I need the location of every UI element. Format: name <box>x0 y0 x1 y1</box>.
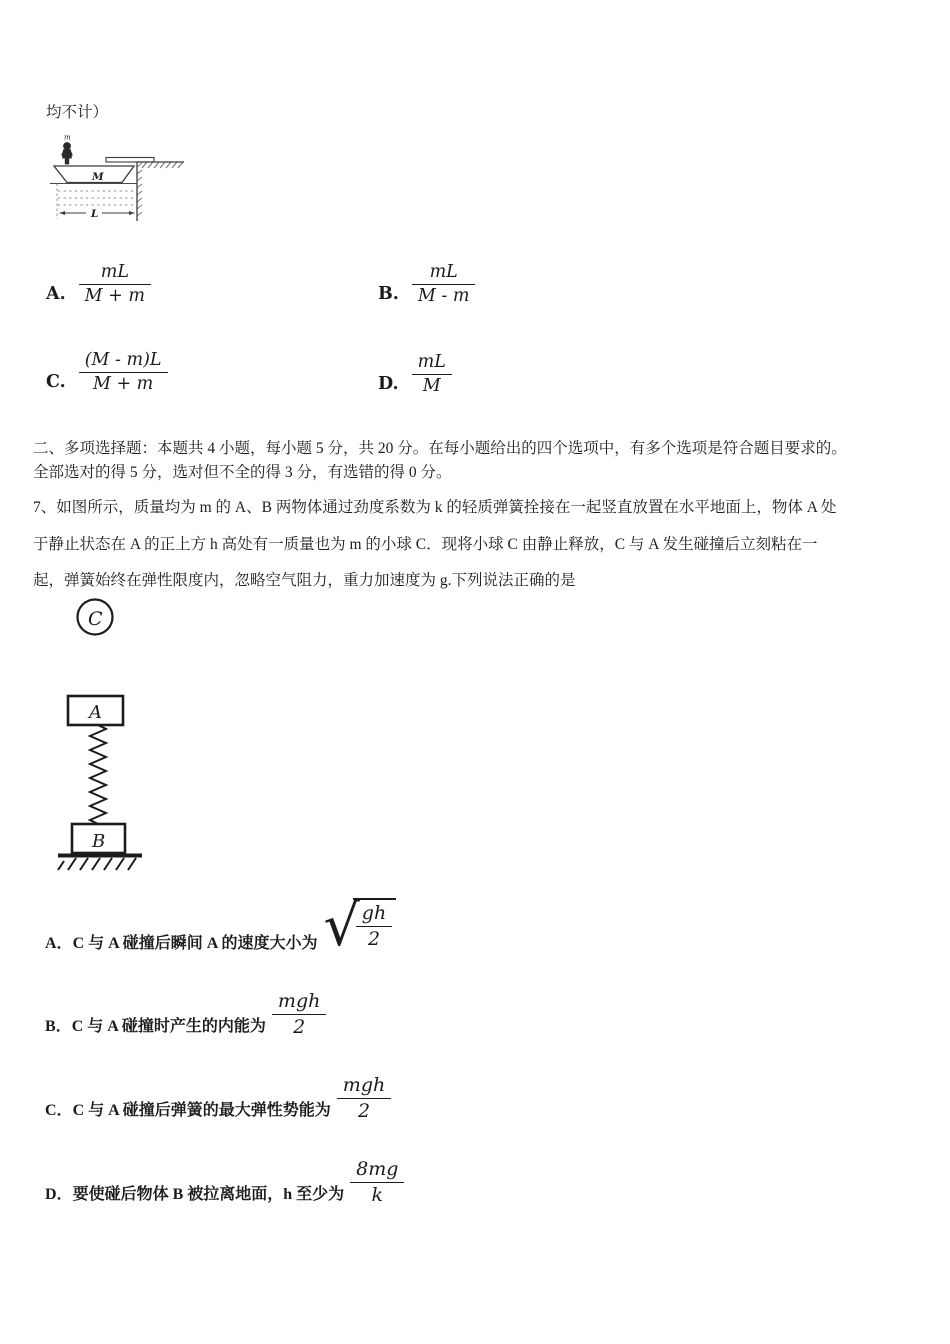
radical-sign: √ <box>323 893 360 959</box>
fraction-denominator: M <box>422 376 441 396</box>
section-2-header-line1: 二、多项选择题：本题共 4 小题，每小题 5 分，共 20 分。在每小题给出的四个选项中，有多个选项是符合题目要求的。 <box>33 440 847 457</box>
block-b-label: B <box>92 831 106 852</box>
q6-option-b <box>378 262 475 307</box>
figure-spring <box>56 592 206 884</box>
fraction-denominator: M + m <box>84 286 145 306</box>
fraction-numerator: (M - m)L <box>79 350 168 373</box>
person-figure <box>62 143 72 164</box>
fraction-denominator: 2 <box>293 1015 306 1038</box>
q6-option-d-letter: D. <box>378 373 399 394</box>
fraction-denominator: k <box>371 1183 384 1206</box>
question-7-body <box>33 490 921 600</box>
fraction-denominator: M - m <box>417 286 470 306</box>
q6-option-c-letter: C. <box>46 371 66 392</box>
q6-option-c <box>46 350 168 395</box>
q6-option-a-letter: A. <box>46 283 66 304</box>
spring-coil <box>90 725 106 824</box>
ground-hatching <box>58 858 136 870</box>
q7-option-d-letter: D． <box>45 1186 73 1204</box>
section-2-header-line2: 全部选对的得 5 分，选对但不全的得 3 分，有选错的得 0 分。 <box>33 463 452 481</box>
q7-option-b-text: C 与 A 碰撞时产生的内能为 <box>71 1018 266 1036</box>
ball-c-label: C <box>88 608 103 630</box>
q6-option-a-fraction <box>79 262 151 307</box>
fraction-numerator: mL <box>79 262 151 285</box>
q6-option-b-letter: B. <box>378 283 399 304</box>
q7-option-b-letter: B． <box>45 1018 72 1036</box>
question-7-line2: 于静止状态在 A 的正上方 h 高处有一质量也为 m 的小球 C．现将小球 C 由静止释放，C 与 A 发生碰撞后立刻粘在一 <box>33 535 818 553</box>
length-label: L <box>91 208 99 220</box>
fraction-denominator: M + m <box>92 374 154 394</box>
q7-option-c-formula <box>337 1074 391 1123</box>
fraction-denominator: 2 <box>367 927 381 950</box>
q7-option-a <box>45 893 396 959</box>
figure-boat <box>50 133 190 229</box>
question-7-line1: 7、如图所示，质量均为 m 的 A、B 两物体通过劲度系数为 k 的轻质弹簧拴接在一起竖直放置在水平地面上，物体 A 处 <box>33 499 837 516</box>
fraction-numerator: mgh <box>272 990 326 1015</box>
fraction-denominator: 2 <box>357 1099 371 1122</box>
q6-option-d <box>378 352 452 397</box>
fraction-numerator: mL <box>412 262 476 285</box>
q7-option-d-formula <box>350 1158 404 1207</box>
q7-option-b <box>45 990 326 1039</box>
q7-option-a-text: C 与 A 碰撞后瞬间 A 的速度大小为 <box>72 934 318 952</box>
quay-wall-hatching <box>137 163 142 216</box>
q6-option-c-fraction <box>79 350 168 395</box>
fraction-numerator: gh <box>356 902 392 927</box>
block-a-label: A <box>89 702 102 723</box>
water-dots <box>58 191 135 205</box>
section-2-header <box>33 437 921 484</box>
fraction-numerator: mL <box>412 352 452 375</box>
shore-hatching <box>142 162 183 168</box>
q7-option-a-formula <box>323 893 396 959</box>
q6-option-d-fraction <box>412 352 452 397</box>
q7-option-d-text: 要使碰后物体 B 被拉离地面，h 至少为 <box>72 1186 345 1204</box>
q7-option-b-formula <box>272 990 326 1039</box>
spring-diagram-svg <box>56 592 206 884</box>
q7-option-c-text: C 与 A 碰撞后弹簧的最大弹性势能为 <box>72 1102 331 1120</box>
question-7-line3: 起，弹簧始终在弹性限度内，忽略空气阻力，重力加速度为 g.下列说法正确的是 <box>33 572 576 589</box>
person-mass-label: m <box>64 133 71 142</box>
dock-plank <box>106 158 154 163</box>
fraction-numerator: 8mg <box>350 1158 404 1183</box>
fraction-numerator: mgh <box>337 1074 391 1099</box>
q6-option-a <box>46 262 151 307</box>
q7-option-d <box>45 1158 404 1207</box>
boat-mass-label: M <box>92 171 104 183</box>
q7-option-c-letter: C． <box>45 1102 73 1120</box>
q6-option-b-fraction <box>412 262 476 307</box>
q7-option-a-letter: A． <box>45 934 73 952</box>
intro-tail-text: 均不计） <box>46 104 109 121</box>
q7-option-c <box>45 1074 391 1123</box>
boat-diagram-svg <box>50 133 190 229</box>
